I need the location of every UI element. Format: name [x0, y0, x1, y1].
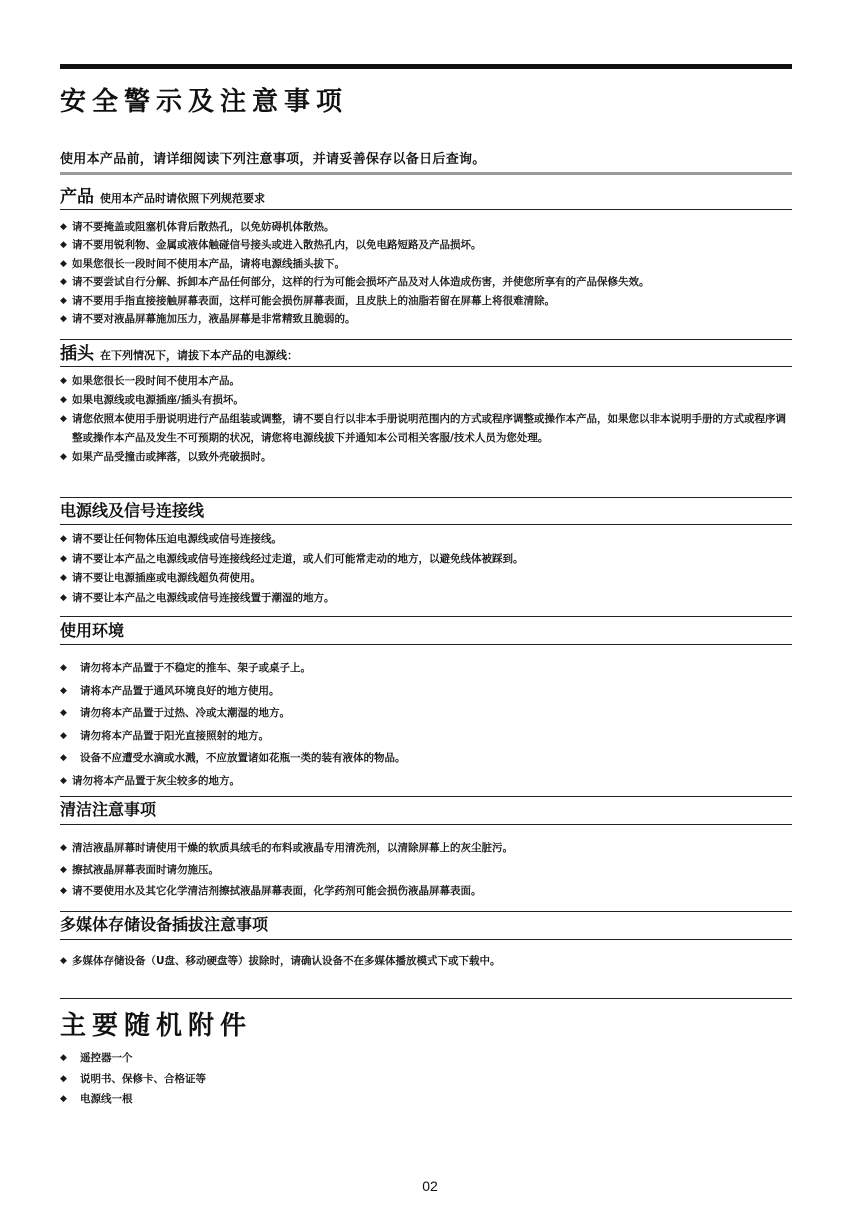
bullet-icon: ◆ [60, 730, 67, 741]
list-item: ◆ 请不要用锐利物、金属或液体触碰信号接头或进入散热孔内，以免电路短路及产品损坏。 [60, 236, 796, 254]
list-item: ◆ 请不要尝试自行分解、拆卸本产品任何部分，这样的行为可能会损坏产品及对人体造成伤害，并使您所享有的产品保修失效。 [60, 273, 796, 291]
section-divider [60, 497, 792, 498]
bullet-icon: ◆ [60, 1053, 67, 1063]
list-item: ◆ 多媒体存储设备（U盘、移动硬盘等）拔除时，请确认设备不在多媒体播放模式下或下载中。 [60, 951, 796, 971]
section-title: 多媒体存储设备插拔注意事项 [60, 915, 269, 934]
bullet-icon: ◆ [60, 592, 67, 603]
intro-text: 使用本产品前，请详细阅读下列注意事项，并请妥善保存以备日后查询。 [60, 152, 486, 167]
section-divider [60, 644, 792, 645]
section-product-list [60, 218, 796, 328]
intro-divider [60, 172, 792, 175]
section-subtitle: 使用本产品时请依照下列规范要求 [100, 192, 265, 205]
accessories-list [60, 1048, 796, 1110]
list-item: ◆ 请勿将本产品置于不稳定的推车、架子或桌子上。 [60, 657, 796, 680]
list-item: ◆ 请勿将本产品置于过热、冷或太潮湿的地方。 [60, 702, 796, 725]
bullet-icon: ◆ [60, 843, 67, 853]
bullet-icon: ◆ [60, 222, 67, 232]
bullet-icon: ◆ [60, 775, 67, 786]
list-item: ◆ 设备不应遭受水滴或水溅，不应放置诸如花瓶一类的装有液体的物品。 [60, 747, 796, 770]
accessories-title: 主要随机附件 [60, 1011, 253, 1041]
section-cleaning-heading [60, 799, 156, 821]
section-subtitle: 在下列情况下，请拔下本产品的电源线： [100, 349, 298, 362]
list-item: ◆ 如果电源线或电源插座/插头有损坏。 [60, 391, 796, 410]
section-plug-heading [60, 343, 298, 367]
section-divider [60, 939, 792, 940]
accessories-divider [60, 998, 792, 999]
bullet-icon: ◆ [60, 553, 67, 564]
bullet-icon: ◆ [60, 1094, 67, 1104]
section-divider [60, 824, 792, 825]
list-item: ◆ 擦拭液晶屏幕表面时请勿施压。 [60, 860, 796, 882]
top-divider [60, 64, 792, 69]
bullet-icon: ◆ [60, 534, 67, 544]
list-item: ◆ 请勿将本产品置于阳光直接照射的地方。 [60, 725, 796, 748]
section-title: 使用环境 [60, 621, 125, 640]
bullet-icon: ◆ [60, 295, 67, 306]
page-title: 安全警示及注意事项 [60, 87, 349, 117]
list-item: ◆ 请不要使用水及其它化学清洁剂擦拭液晶屏幕表面，化学药剂可能会损伤液晶屏幕表面。 [60, 881, 796, 903]
section-plug-list [60, 372, 796, 467]
list-item: ◆ 请将本产品置于通风环境良好的地方使用。 [60, 680, 796, 703]
list-item: ◆ 请不要掩盖或阻塞机体背后散热孔，以免妨碍机体散热。 [60, 218, 796, 236]
bullet-icon: ◆ [60, 240, 67, 251]
section-environment-heading [60, 620, 124, 642]
list-item: ◆ 请勿将本产品置于灰尘较多的地方。 [60, 770, 796, 793]
bullet-icon: ◆ [60, 685, 67, 696]
section-cable-list [60, 530, 796, 608]
bullet-icon: ◆ [60, 395, 67, 405]
list-item: ◆ 请不要让本产品之电源线或信号连接线经过走道，或人们可能常走动的地方，以避免线体被踩到。 [60, 550, 796, 570]
page-number: 02 [422, 1178, 438, 1194]
manual-page [60, 0, 792, 1231]
bullet-icon: ◆ [60, 956, 67, 966]
list-item: ◆ 请不要让任何物体压迫电源线或信号连接线。 [60, 530, 796, 550]
section-divider [60, 796, 792, 797]
list-item: ◆ 遥控器一个 [60, 1048, 796, 1069]
bullet-icon: ◆ [60, 277, 67, 288]
bullet-icon: ◆ [60, 376, 67, 386]
list-item: ◆ 清洁液晶屏幕时请使用干燥的软质具绒毛的布料或液晶专用清洗剂，以清除屏幕上的灰尘脏污。 [60, 838, 796, 860]
section-divider [60, 911, 792, 912]
list-item: ◆ 说明书、保修卡、合格证等 [60, 1069, 796, 1090]
section-title: 产品 [60, 187, 94, 207]
section-storage-list [60, 951, 796, 971]
list-item: ◆ 请不要让本产品之电源线或信号连接线置于潮湿的地方。 [60, 589, 796, 609]
bullet-icon: ◆ [60, 314, 67, 325]
section-title: 插头 [60, 344, 94, 364]
list-item: ◆ 如果产品受撞击或摔落，以致外壳破损时。 [60, 448, 796, 467]
section-divider [60, 339, 792, 340]
list-item: ◆ 请不要对液晶屏幕施加压力，液晶屏幕是非常精致且脆弱的。 [60, 310, 796, 328]
list-item: ◆ 请不要用手指直接接触屏幕表面，这样可能会损伤屏幕表面，且皮肤上的油脂若留在屏幕上将很难清除。 [60, 292, 796, 310]
bullet-icon: ◆ [60, 753, 67, 764]
list-item: ◆ 电源线一根 [60, 1089, 796, 1110]
bullet-icon: ◆ [60, 663, 67, 673]
list-item: ◆ 请不要让电源插座或电源线超负荷使用。 [60, 569, 796, 589]
bullet-icon: ◆ [60, 452, 67, 462]
section-title: 电源线及信号连接线 [60, 501, 205, 520]
section-product-heading [60, 186, 265, 210]
section-divider [60, 524, 792, 525]
section-title: 清洁注意事项 [60, 800, 157, 819]
section-divider [60, 616, 792, 617]
bullet-icon: ◆ [60, 258, 67, 269]
list-item: ◆ 如果您很长一段时间不使用本产品。 [60, 372, 796, 391]
bullet-icon: ◆ [60, 886, 67, 896]
section-environment-list [60, 657, 796, 793]
bullet-icon: ◆ [60, 414, 67, 424]
section-storage-heading [60, 914, 268, 936]
bullet-icon: ◆ [60, 1073, 67, 1084]
section-cable-heading [60, 500, 204, 522]
bullet-icon: ◆ [60, 573, 67, 583]
list-item: ◆ 如果您很长一段时间不使用本产品，请将电源线插头拔下。 [60, 255, 796, 273]
section-divider [60, 209, 792, 210]
bullet-icon: ◆ [60, 708, 67, 719]
section-divider [60, 366, 792, 367]
list-item: ◆ 请您依照本使用手册说明进行产品组装或调整，请不要自行以非本手册说明范围内的方式或程序调整或操作本产品，如果您以非本说明手册的方式或程序调整或操作本产品及发生不可预期的状况，请您将电源线拔下并通知本公司相关客服/技术人员为您处理。 [60, 410, 794, 448]
section-cleaning-list [60, 838, 796, 903]
bullet-icon: ◆ [60, 864, 67, 875]
